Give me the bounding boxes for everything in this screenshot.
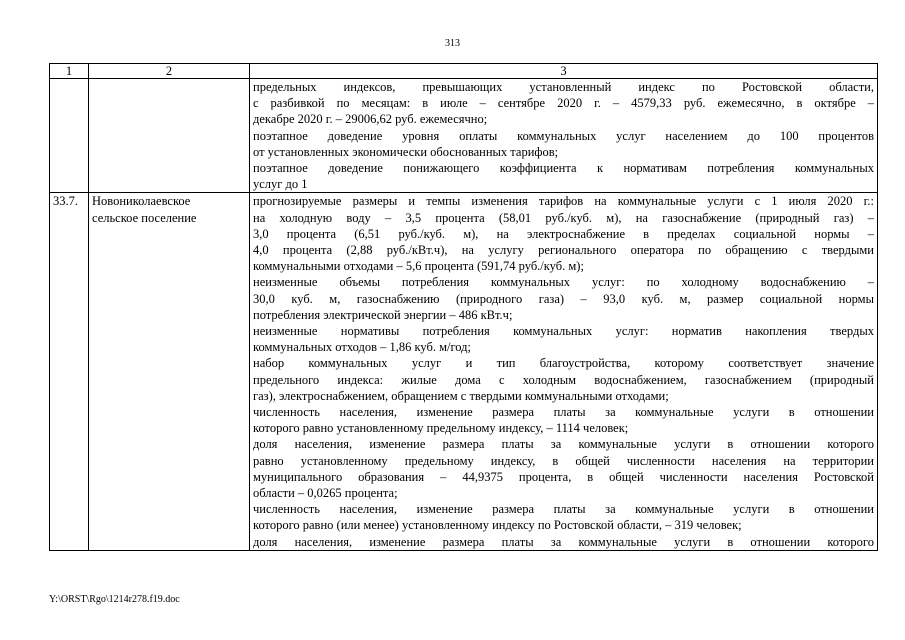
column-header-2: 2 xyxy=(89,64,250,79)
text-line: доля населения, изменение размера платы за коммунальные услуги в отношении которого xyxy=(253,437,874,452)
settlement-name-line: сельское поселение xyxy=(92,210,197,225)
text-line: которого равно (или менее) установленному индексу по Ростовской области, – 319 человек; xyxy=(253,518,742,533)
text-line: поэтапное доведение уровня оплаты коммунальных услуг населением до 100 процентов xyxy=(253,128,874,143)
row-content-cell xyxy=(250,193,878,550)
text-line: равно установленному предельному индексу, в общей численности населения на территории xyxy=(253,453,874,468)
column-header-3: 3 xyxy=(250,64,878,79)
text-line: потребления электрической энергии – 486 кВт.ч; xyxy=(253,307,513,322)
text-line: доля населения, изменение размера платы за коммунальные услуги в отношении которого xyxy=(253,534,874,549)
page-number: 313 xyxy=(445,38,460,49)
document-table xyxy=(49,63,878,551)
row-content-cell xyxy=(250,79,878,193)
column-header-1: 1 xyxy=(50,64,89,79)
text-line: газ), электроснабжением, обращением с твердыми коммунальными отходами; xyxy=(253,388,669,403)
footer-file-path: Y:\ORST\Rgo\1214r278.f19.doc xyxy=(49,594,180,605)
text-line: 30,0 куб. м, газоснабжению (природного газа) – 93,0 куб. м, размер социальной нормы xyxy=(253,291,874,306)
text-line: от установленных экономически обоснованных тарифов; xyxy=(253,144,559,159)
text-line: предельного индекса: жилые дома с холодным водоснабжением, газоснабжением (природный xyxy=(253,372,874,387)
table-header-row xyxy=(50,64,878,79)
text-line: коммунальных отходов – 1,86 куб. м/год; xyxy=(253,340,472,355)
table-row-continuation xyxy=(50,79,878,193)
row-number-cell: 33.7. xyxy=(50,193,89,550)
row-name-cell xyxy=(89,79,250,193)
table-row-33-7 xyxy=(50,193,878,550)
text-line: на холодную воду – 3,5 процента (58,01 руб./куб. м), на газоснабжение (природный газ) – xyxy=(253,210,874,225)
text-line: неизменные объемы потребления коммунальных услуг: по холодному водоснабжению – xyxy=(253,275,874,290)
row-name-cell xyxy=(89,193,250,550)
text-line: с разбивкой по месяцам: в июле – сентябре 2020 г. – 4579,33 руб. ежемесячно, в октябре – xyxy=(253,96,874,111)
text-line: услуг до 1 xyxy=(253,177,308,192)
text-line: муниципального образования – 44,9375 процента, в общей численности населения Ростовской xyxy=(253,469,874,484)
text-line: коммунальными отходами – 5,6 процента (591,74 руб./куб. м); xyxy=(253,259,584,274)
text-line: численность населения, изменение размера платы за коммунальные услуги в отношении xyxy=(253,502,874,517)
text-line: неизменные нормативы потребления коммунальных услуг: норматив накопления твердых xyxy=(253,324,874,339)
text-line: поэтапное доведение понижающего коэффициента к нормативам потребления коммунальных xyxy=(253,161,874,176)
text-line: области – 0,0265 процента; xyxy=(253,486,398,501)
row-number-cell xyxy=(50,79,89,193)
text-line: которого равно установленному предельному индексу, – 1114 человек; xyxy=(253,421,629,436)
text-line: набор коммунальных услуг и тип благоустройства, которому соответствует значение xyxy=(253,356,874,371)
text-line: 4,0 процента (2,88 руб./кВт.ч), на услугу регионального оператора по обращению с твердыми xyxy=(253,243,874,258)
settlement-name-line: Новониколаевское xyxy=(92,194,191,209)
text-line: 3,0 процента (6,51 руб./куб. м), на электроснабжение в пределах социальной нормы – xyxy=(253,226,874,241)
text-line: численность населения, изменение размера платы за коммунальные услуги в отношении xyxy=(253,405,874,420)
text-line: предельных индексов, превышающих установленный индекс по Ростовской области, xyxy=(253,80,874,94)
text-line: декабре 2020 г. – 29006,62 руб. ежемесячно; xyxy=(253,112,488,127)
text-line: прогнозируемые размеры и темпы изменения тарифов на коммунальные услуги с 1 июля 2020 г.: xyxy=(253,194,874,209)
